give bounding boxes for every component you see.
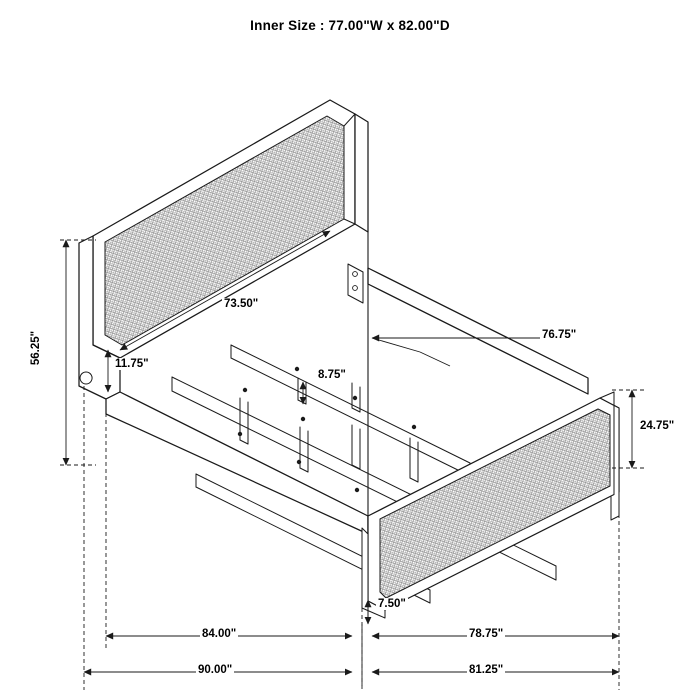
dim-left-overall-length: 90.00"	[198, 664, 233, 676]
page-title: Inner Size : 77.00"W x 82.00"D	[250, 18, 450, 33]
dim-footboard-height: 24.75"	[640, 420, 675, 432]
dim-headboard-width: 73.50"	[224, 298, 259, 310]
dim-footboard-clearance: 7.50"	[378, 598, 406, 610]
dim-left-lower-length: 84.00"	[202, 628, 237, 640]
dim-right-overall-length: 81.25"	[469, 664, 504, 676]
dim-slat-height: 8.75"	[318, 369, 346, 381]
dim-overall-height: 56.25"	[30, 320, 42, 376]
dim-bed-inner-width: 76.75"	[542, 329, 577, 341]
dim-rail-clearance: 11.75"	[115, 358, 149, 370]
dim-right-lower-length: 78.75"	[469, 628, 504, 640]
